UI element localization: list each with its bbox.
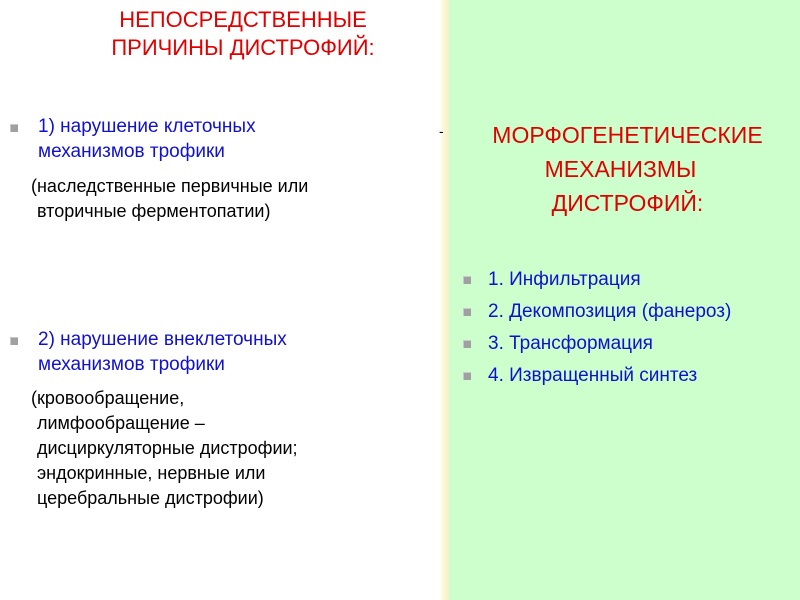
bullet-square-icon bbox=[463, 308, 471, 316]
list-item-text: 1. Инфильтрация bbox=[488, 269, 641, 290]
item2-detail bbox=[31, 386, 298, 511]
left-title-line: НЕПОСРЕДСТВЕННЫЕ bbox=[119, 7, 367, 32]
bullet-square-icon bbox=[463, 372, 471, 380]
item2-heading-line: механизмов трофики bbox=[38, 354, 225, 375]
right-title bbox=[455, 118, 800, 220]
panel-divider bbox=[441, 0, 449, 600]
item1-heading bbox=[38, 114, 256, 164]
item2-heading bbox=[38, 327, 287, 377]
item1-heading-line: механизмов трофики bbox=[38, 141, 225, 162]
item2-detail-line: дисциркуляторные дистрофии; bbox=[37, 438, 298, 458]
item1-heading-line: 1) нарушение клеточных bbox=[38, 116, 256, 137]
dash-mark: - bbox=[439, 123, 444, 139]
item1-detail bbox=[31, 174, 308, 224]
list-item-text: 2. Декомпозиция (фанероз) bbox=[488, 301, 732, 322]
item2-detail-line: (кровообращение, bbox=[31, 388, 185, 408]
item2-detail-line: эндокринные, нервные или bbox=[37, 463, 266, 483]
bullet-square-icon bbox=[463, 340, 471, 348]
item1-detail-line: вторичные ферментопатии) bbox=[37, 201, 271, 221]
bullet-square-icon bbox=[463, 276, 471, 284]
item2-heading-line: 2) нарушение внеклеточных bbox=[38, 329, 287, 350]
item2-detail-line: церебральные дистрофии) bbox=[37, 488, 264, 508]
left-title-line: ПРИЧИНЫ ДИСТРОФИЙ: bbox=[111, 35, 375, 60]
item1-detail-line: (наследственные первичные или bbox=[31, 176, 309, 196]
list-item-text: 4. Извращенный синтез bbox=[488, 365, 698, 386]
item2-detail-line: лимфообращение – bbox=[37, 413, 205, 433]
right-title-line: МОРФОГЕНЕТИЧЕСКИЕ bbox=[492, 122, 763, 148]
list-item-text: 3. Трансформация bbox=[488, 333, 653, 354]
bullet-square-icon bbox=[10, 337, 18, 345]
left-title bbox=[58, 6, 428, 62]
right-title-line: ДИСТРОФИЙ: bbox=[551, 190, 704, 216]
bullet-square-icon bbox=[10, 124, 18, 132]
right-title-line: МЕХАНИЗМЫ bbox=[544, 156, 697, 182]
